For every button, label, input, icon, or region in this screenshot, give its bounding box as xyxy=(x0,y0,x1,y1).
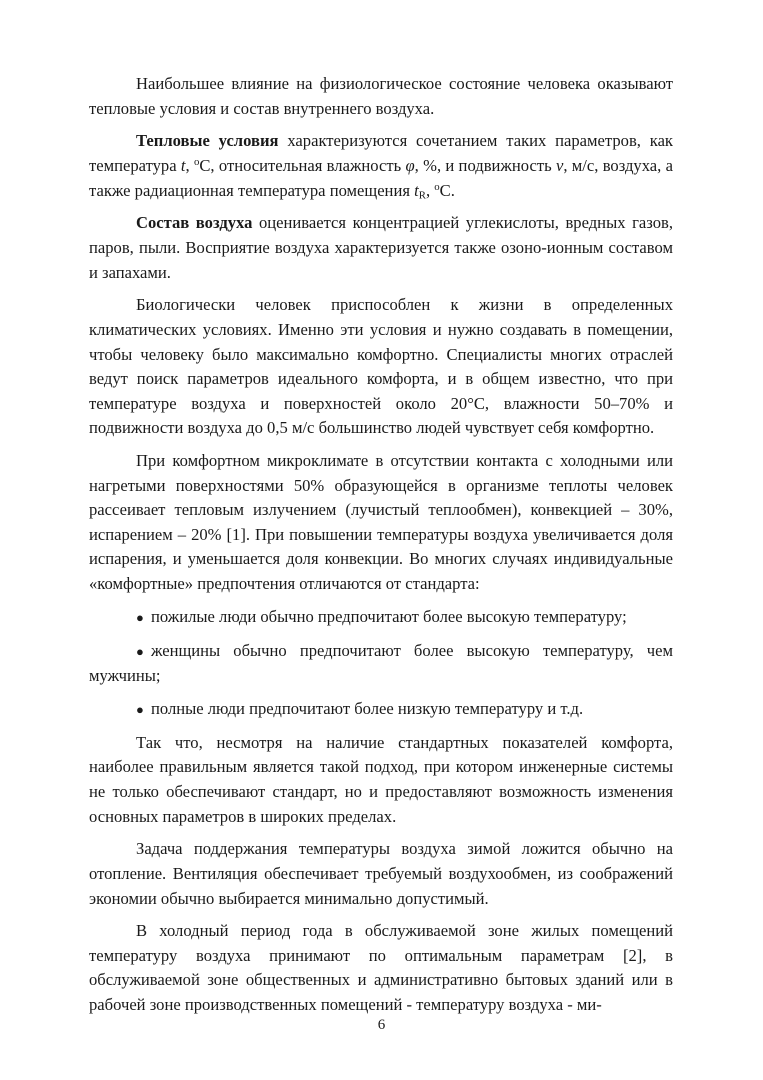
var-radiant-temperature: t xyxy=(414,180,419,200)
bullet-icon: ● xyxy=(136,701,144,717)
var-temperature: t xyxy=(180,155,186,175)
paragraph-air-composition: Состав воздуха оценивается концентрацией углекислоты, вредных газов, паров, пыли. Восприятие воздуха характеризуется также озоно-ионным составом и запахами. xyxy=(89,213,673,282)
list-item: ● женщины обычно предпочитают более высокую температуру, чем мужчины; xyxy=(89,640,673,686)
paragraph-heating: Задача поддержания температуры воздуха зимой ложится обычно на отопление. Вентиляция обеспечивает требуемый воздухообмен, из соображений экономии обычно выбирается минимально допустимый. xyxy=(89,839,673,908)
list-item: ● полные люди предпочитают более низкую температуру и т.д. xyxy=(89,697,673,723)
var-velocity: v xyxy=(555,155,564,175)
document-page xyxy=(89,72,673,1026)
var-humidity: φ xyxy=(405,155,415,175)
list-item: ● пожилые люди обычно предпочитают более высокую температуру; xyxy=(89,605,673,631)
paragraph-comfort-microclimate: При комфортном микроклимате в отсутствии контакта с холодными или нагретыми поверхностями 50% образующейся в организме теплоты человек рассеивает тепловым излучением (лучистый теплообмен), конвекцией – 30%, испарением – 20% [1]. При повышении температуры воздуха увеличивается доля испарения, и уменьшается доля конвекции. Во многих случаях индивидуальные «комфортные» предпочтения отличаются от стандарта: xyxy=(89,451,673,594)
term-air-composition: Состав воздуха xyxy=(136,213,253,233)
page-number: 6 xyxy=(377,1017,386,1033)
paragraph-biological: Биологически человек приспособлен к жизни в определенных климатических условиях. Именно эти условия и нужно создавать в помещении, чтобы человеку было максимально комфортно. Специалисты многих отраслей ведут поиск параметров идеального комфорта, и в общем известно, что при температуре воздуха и поверхностей около 20°С, влажности 50–70% и подвижности воздуха до 0,5 м/с большинство людей чувствует себя комфортно. xyxy=(89,295,673,438)
bullet-icon: ● xyxy=(136,643,144,659)
term-thermal-conditions: Тепловые условия xyxy=(136,131,279,151)
paragraph-cold-period: В холодный период года в обслуживаемой зоне жилых помещений температуру воздуха принимают по оптимальным параметрам [2], в обслуживаемой зоне общественных и административно бытовых зданий или в рабочей зоне производственных помещений - температуру воздуха - ми- xyxy=(89,921,673,1015)
paragraph-standards: Так что, несмотря на наличие стандартных показателей комфорта, наиболее правильным является такой подход, при котором инженерные системы не только обеспечивают стандарт, но и предоставляют возможность изменения основных параметров в широких пределах. xyxy=(89,732,673,826)
paragraph-intro: Наибольшее влияние на физиологическое состояние человека оказывают тепловые условия и состав внутреннего воздуха. xyxy=(89,74,673,118)
bullet-icon: ● xyxy=(136,609,144,625)
paragraph-thermal-conditions: Тепловые условия характеризуются сочетанием таких параметров, как температура t, $^o$С, относительная влажность φ, %, и подвижность v, м/с, воздуха, а также радиационная температура помещения $t_R$, $^o$С. xyxy=(89,131,673,202)
